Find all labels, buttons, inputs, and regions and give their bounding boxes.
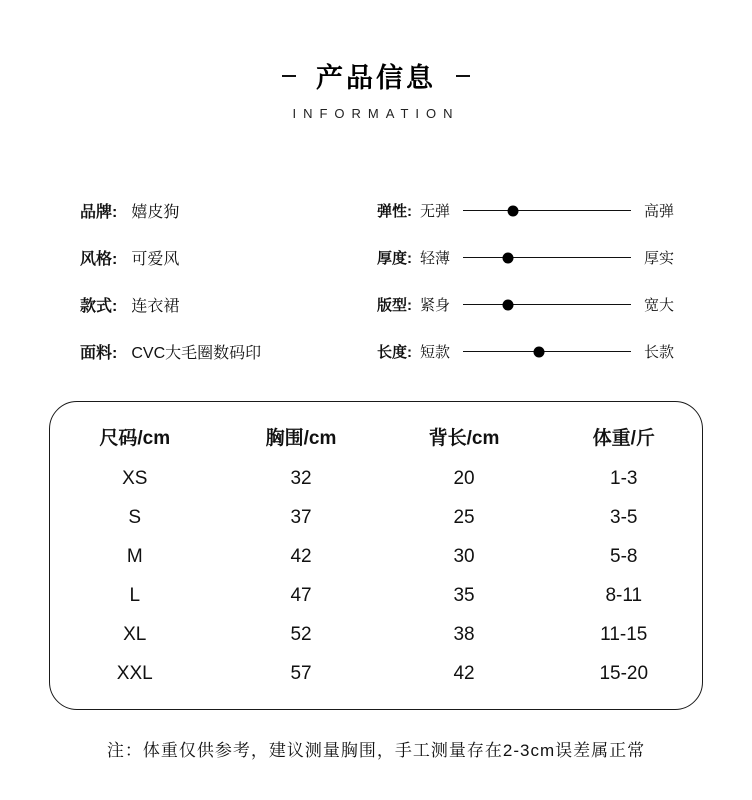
page-title: 产品信息: [316, 63, 436, 93]
attributes-list: [80, 187, 377, 375]
slider-track: [463, 351, 631, 352]
table-cell: 11-15: [600, 624, 648, 645]
slider-max-label: 高弹: [643, 203, 674, 220]
table-cell: 20: [453, 468, 475, 489]
table-cell: XXL: [116, 663, 153, 684]
column-header: 体重/斤: [592, 428, 655, 449]
slider-min-label: 无弹: [420, 203, 451, 220]
table-cell: 15-20: [599, 663, 649, 684]
table-row: [50, 615, 702, 654]
slider-row-elasticity: [377, 187, 674, 234]
table-row: [50, 576, 702, 615]
attribute-label: 品牌:: [80, 204, 118, 221]
table-cell: 1-3: [610, 468, 638, 489]
size-table-header-row: [50, 418, 702, 459]
slider-row-fit: [377, 281, 674, 328]
table-cell: M: [126, 546, 143, 567]
slider-min-label: 轻薄: [420, 250, 451, 267]
page-header: [0, 0, 752, 121]
slider-track: [463, 210, 631, 211]
product-properties-section: [0, 187, 752, 375]
attribute-row-style: [80, 234, 377, 281]
attribute-value: CVC大毛圈数码印: [131, 345, 262, 362]
table-row: [50, 498, 702, 537]
size-table: [49, 401, 703, 710]
table-row: [50, 654, 702, 693]
table-cell: 3-5: [610, 507, 638, 528]
slider-max-label: 厚实: [643, 250, 674, 267]
table-cell: 37: [290, 507, 312, 528]
column-header: 尺码/cm: [99, 428, 171, 449]
slider-label: 长度:: [377, 344, 412, 361]
attribute-label: 面料:: [80, 345, 118, 362]
slider-track: [463, 257, 631, 258]
page-subtitle: INFORMATION: [292, 106, 460, 121]
slider-dot: [503, 252, 514, 263]
table-cell: 8-11: [605, 585, 643, 606]
slider-label: 弹性:: [377, 203, 412, 220]
slider-dot: [503, 299, 514, 310]
table-row: [50, 537, 702, 576]
column-header: 背长/cm: [428, 428, 500, 449]
slider-row-thickness: [377, 234, 674, 281]
attribute-row-fabric: [80, 328, 377, 375]
attribute-label: 风格:: [80, 251, 118, 268]
table-cell: 5-8: [610, 546, 638, 567]
table-cell: S: [128, 507, 142, 528]
slider-label: 版型:: [377, 297, 412, 314]
table-cell: 47: [290, 585, 312, 606]
table-cell: 35: [453, 585, 475, 606]
attribute-value: 可爱风: [131, 251, 180, 268]
table-cell: XL: [123, 624, 147, 645]
table-cell: 57: [290, 663, 312, 684]
note-text: 注：体重仅供参考，建议测量胸围，手工测量存在2-3cm误差属正常: [106, 741, 646, 760]
attribute-value: 嬉皮狗: [131, 204, 180, 221]
slider-max-label: 长款: [643, 344, 674, 361]
table-cell: 38: [453, 624, 475, 645]
table-cell: XS: [122, 468, 148, 489]
attribute-row-brand: [80, 187, 377, 234]
slider-max-label: 宽大: [643, 297, 674, 314]
slider-dot: [508, 205, 519, 216]
table-cell: 52: [290, 624, 312, 645]
title-left-dash-icon: [282, 75, 296, 77]
table-cell: 42: [290, 546, 312, 567]
title-row: [0, 56, 752, 95]
slider-min-label: 紧身: [420, 297, 451, 314]
slider-track: [463, 304, 631, 305]
slider-label: 厚度:: [377, 250, 412, 267]
table-cell: 32: [290, 468, 312, 489]
attribute-value: 连衣裙: [131, 298, 180, 315]
table-row: [50, 459, 702, 498]
slider-min-label: 短款: [420, 344, 451, 361]
table-cell: 42: [453, 663, 475, 684]
attribute-label: 款式:: [80, 298, 118, 315]
column-header: 胸围/cm: [265, 428, 337, 449]
title-right-dash-icon: [456, 75, 470, 77]
table-cell: 25: [453, 507, 475, 528]
slider-dot: [533, 346, 544, 357]
table-cell: L: [129, 585, 141, 606]
table-cell: 30: [453, 546, 475, 567]
attribute-row-type: [80, 281, 377, 328]
slider-row-length: [377, 328, 674, 375]
property-sliders: [377, 187, 674, 375]
